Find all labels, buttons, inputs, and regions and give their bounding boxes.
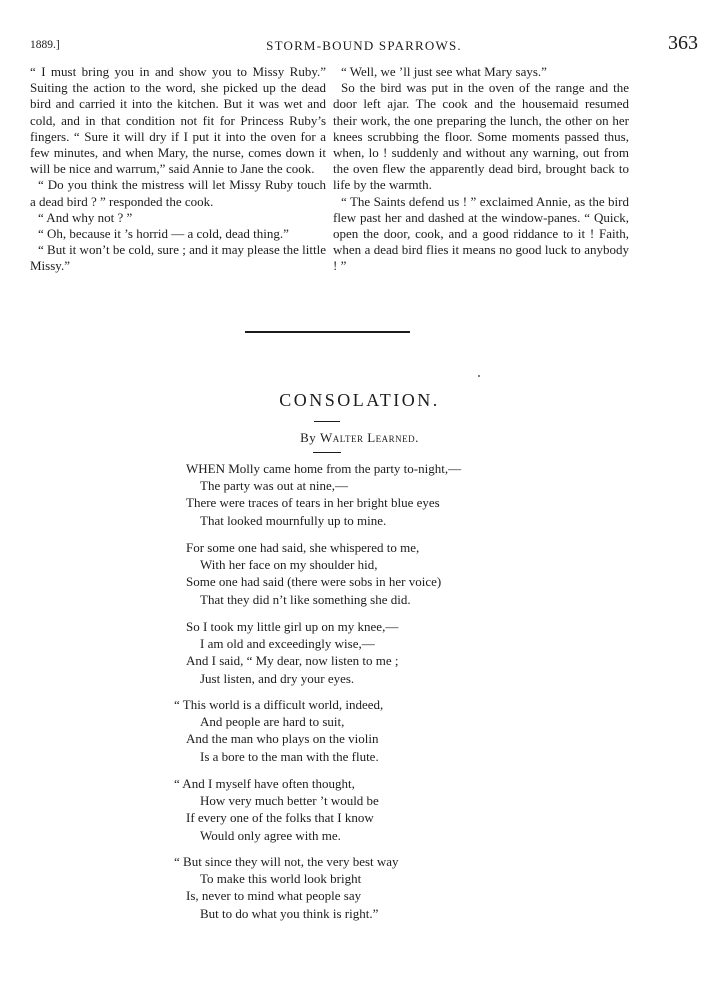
poem-line: But to do what you think is right.”	[200, 905, 379, 921]
section-divider	[245, 331, 410, 333]
poem-line: Would only agree with me.	[200, 827, 341, 843]
story-paragraph: “ Oh, because it ’s horrid — a cold, dead thing.”	[38, 226, 289, 242]
poem-line: And I said, “ My dear, now listen to me ;	[186, 653, 399, 669]
poem-line: That looked mournfully up to mine.	[200, 512, 387, 528]
poem-line: I am old and exceedingly wise,—	[200, 636, 375, 652]
story-paragraph: “ But it won’t be cold, sure ; and it may please the little Missy.”	[30, 242, 326, 274]
poem-line: Is, never to mind what people say	[186, 888, 362, 904]
title-rule	[314, 421, 340, 422]
story-right-column	[333, 64, 629, 275]
running-title: STORM-BOUND SPARROWS.	[266, 38, 462, 53]
story-paragraph: So the bird was put in the oven of the range and the door left ajar. The cook and the housemaid resumed their work, the one preparing the lunch, the other on her knees scrubbing the floor. Some moments passed thus, when, lo ! suddenly and without any warning, out from the oven flew the apparently dead bird, brought back to life by the warmth.	[333, 80, 629, 193]
story-paragraph: “ Do you think the mistress will let Missy Ruby touch a dead bird ? ” responded the cook.	[30, 177, 326, 209]
poem-line: Is a bore to the man with the flute.	[200, 748, 379, 764]
poem-line: And the man who plays on the violin	[186, 731, 379, 747]
running-head	[30, 32, 698, 58]
poem-line: How very much better ’t would be	[200, 793, 379, 809]
header-date: 1889.]	[30, 39, 60, 51]
poem-line: WHEN Molly came home from the party to-night,—	[186, 461, 462, 476]
poem-line: Some one had said (there were sobs in her voice)	[186, 574, 442, 590]
poem-line: There were traces of tears in her bright blue eyes	[186, 495, 440, 511]
poem-line: That they did n’t like something she did.	[200, 591, 411, 607]
poem-line: “ This world is a difficult world, indeed,	[174, 697, 384, 712]
poem-line: The party was out at nine,—	[200, 478, 349, 494]
print-speck	[478, 375, 480, 377]
poem-line: “ But since they will not, the very best way	[174, 854, 399, 869]
poem-title: CONSOLATION.	[279, 390, 440, 410]
byline-prefix: By	[300, 430, 317, 445]
poem-line: For some one had said, she whispered to me,	[186, 540, 420, 555]
poem-line: “ And I myself have often thought,	[174, 776, 355, 791]
poem-stanza	[186, 618, 506, 687]
story-paragraph: “ I must bring you in and show you to Missy Ruby.” Suiting the action to the word, she picked up the dead bird and carried it into the kitchen. But it was wet and cold, and in that condition not fit for Princess Ruby’s fingers. “ Sure it will dry if I put it into the oven for a few minutes, and when Mary, the nurse, comes down it will be nice and warrum,” said Annie to Jane the cook.	[30, 64, 326, 177]
byline-author: Walter Learned.	[320, 430, 419, 445]
poem-line: With her face on my shoulder hid,	[200, 557, 378, 573]
poem-line: And people are hard to suit,	[200, 714, 345, 730]
story-paragraph: “ The Saints defend us ! ” exclaimed Annie, as the bird flew past her and dashed at the window-panes. “ Quick, open the door, cook, and a good riddance to it ! Faith, when a dead bird flies it means no good luck to anybody ! ”	[333, 193, 629, 274]
page-number: 363	[668, 32, 698, 54]
byline-rule	[313, 452, 341, 453]
poem-stanza	[174, 696, 506, 765]
poem-line: If every one of the folks that I know	[186, 810, 374, 826]
poem-stanza	[174, 853, 506, 922]
story-paragraph: “ And why not ? ”	[38, 209, 133, 225]
poem-stanza	[186, 460, 506, 529]
story-left-column	[30, 64, 326, 275]
poem-line: To make this world look bright	[200, 871, 362, 887]
poem-byline	[0, 430, 719, 446]
poem-stanza	[174, 775, 506, 844]
story-paragraph: “ Well, we ’ll just see what Mary says.”	[341, 64, 547, 79]
poem-stanza	[186, 539, 506, 608]
poem-line: Just listen, and dry your eyes.	[200, 670, 355, 686]
poem-line: So I took my little girl up on my knee,—	[186, 619, 399, 634]
